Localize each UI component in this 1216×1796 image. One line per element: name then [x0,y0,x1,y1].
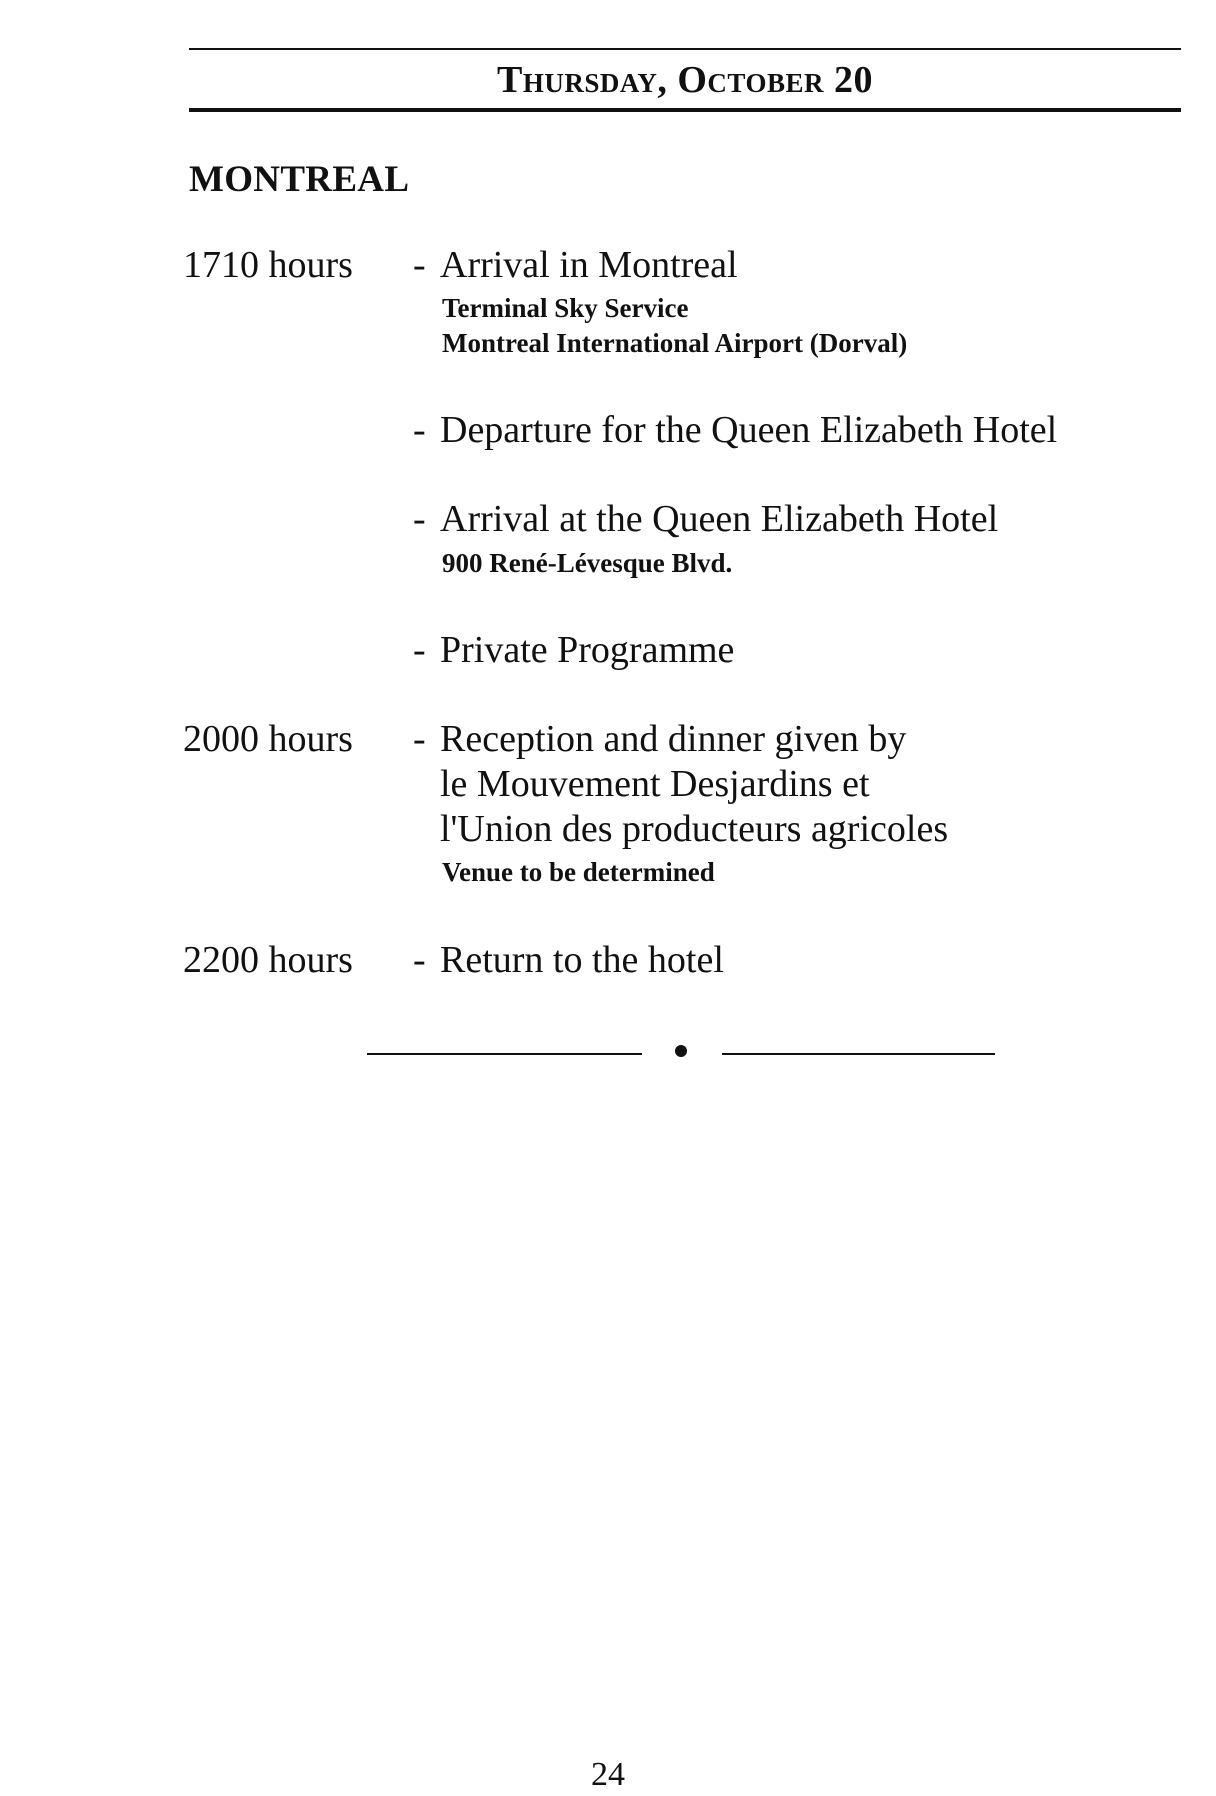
activity-detail: 900 René-Lévesque Blvd. [442,548,733,578]
activity-departure-hotel [413,408,1057,453]
item-dash: - [413,409,426,451]
activity-private-programme [413,628,734,673]
activity-text: Arrival at the Queen Elizabeth Hotel [440,498,999,540]
activity-return-hotel [413,938,724,983]
activity-text-continued: l'Union des producteurs agricoles [440,808,949,850]
page-number: 24 [591,1756,625,1793]
activity-reception-dinner [413,717,906,762]
activity-detail: Montreal International Airport (Dorval) [442,328,908,358]
activity-arrival-hotel [413,497,998,542]
activity-text: Reception and dinner given by [440,718,907,760]
item-dash: - [413,244,426,286]
activity-text: Return to the hotel [440,939,724,981]
activity-detail: Terminal Sky Service [442,293,689,323]
item-dash: - [413,498,426,540]
header-top-rule [189,48,1181,50]
activity-detail: Venue to be determined [442,857,715,887]
time-1710: 1710 hours [183,244,353,286]
time-2200: 2200 hours [183,939,353,981]
divider-left-line [367,1053,642,1055]
city-title: MONTREAL [189,159,410,200]
activity-text: Departure for the Queen Elizabeth Hotel [440,409,1058,451]
activity-arrival-montreal [413,243,738,288]
day-title: Thursday, October 20 [497,59,873,101]
time-2000: 2000 hours [183,718,353,760]
divider-dot-icon [675,1045,687,1057]
item-dash: - [413,718,426,760]
activity-text: Private Programme [440,629,735,671]
header-bottom-rule [189,108,1181,112]
activity-text-continued: le Mouvement Desjardins et [440,763,870,805]
item-dash: - [413,939,426,981]
divider-right-line [722,1053,995,1055]
activity-text: Arrival in Montreal [440,244,738,286]
item-dash: - [413,629,426,671]
